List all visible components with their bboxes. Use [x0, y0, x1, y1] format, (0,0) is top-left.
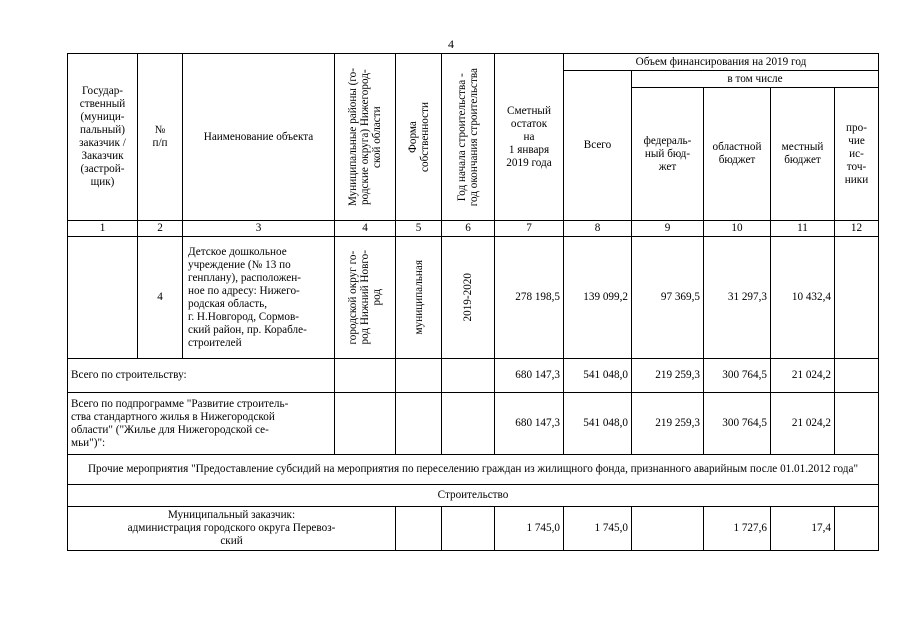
- header-including: в том числе: [632, 71, 879, 88]
- header-regional: областной бюджет: [704, 88, 771, 221]
- total-subprogram-estimate: 680 147,3: [495, 393, 564, 455]
- municipal-total: 1 745,0: [564, 507, 632, 551]
- col-number: 12: [835, 221, 879, 237]
- construction-section-row: [68, 485, 879, 507]
- municipal-estimate: 1 745,0: [495, 507, 564, 551]
- header-ownership: Форма собственности: [396, 54, 442, 221]
- object-customer-cell: [68, 237, 138, 359]
- other-measures-title: Прочие мероприятия "Предоставление субсидий на мероприятия по переселению граждан из жилищного фонда, признанного аварийным после 01.01.2012 года": [68, 455, 879, 485]
- header-num: № п/п: [138, 54, 183, 221]
- header-district: Муниципальные районы (го- родские округа) Нижегород- ской области: [335, 54, 396, 221]
- total-construction-row: [68, 359, 879, 393]
- object-total: 139 099,2: [564, 237, 632, 359]
- col-number: 11: [771, 221, 835, 237]
- empty-cell: [835, 507, 879, 551]
- object-years: 2019-2020: [442, 237, 495, 359]
- col-number: 4: [335, 221, 396, 237]
- header-other: про- чие ис- точ- ники: [835, 88, 879, 221]
- municipal-regional: 1 727,6: [704, 507, 771, 551]
- column-numbers-row: [68, 221, 879, 237]
- col-number: 3: [183, 221, 335, 237]
- other-measures-row: [68, 455, 879, 485]
- empty-cell: [442, 359, 495, 393]
- empty-cell: [835, 393, 879, 455]
- col-number: 8: [564, 221, 632, 237]
- total-subprogram-row: [68, 393, 879, 455]
- total-construction-local: 21 024,2: [771, 359, 835, 393]
- financing-table: [67, 53, 879, 551]
- municipal-local: 17,4: [771, 507, 835, 551]
- table-row: [68, 237, 879, 359]
- empty-cell: [335, 359, 396, 393]
- total-construction-label: Всего по строительству:: [68, 359, 335, 393]
- object-other: [835, 237, 879, 359]
- empty-cell: [442, 393, 495, 455]
- col-number: 7: [495, 221, 564, 237]
- total-construction-total: 541 048,0: [564, 359, 632, 393]
- empty-cell: [335, 393, 396, 455]
- object-regional: 31 297,3: [704, 237, 771, 359]
- total-construction-federal: 219 259,3: [632, 359, 704, 393]
- header-funding-2019: Объем финансирования на 2019 год: [564, 54, 879, 71]
- total-subprogram-total: 541 048,0: [564, 393, 632, 455]
- object-district: городской округ го- род Нижний Новго- род: [335, 237, 396, 359]
- col-number: 6: [442, 221, 495, 237]
- total-subprogram-local: 21 024,2: [771, 393, 835, 455]
- empty-cell: [396, 393, 442, 455]
- col-number: 1: [68, 221, 138, 237]
- header-total: Всего: [564, 71, 632, 221]
- empty-cell: [396, 507, 442, 551]
- header-local: местный бюджет: [771, 88, 835, 221]
- object-estimate: 278 198,5: [495, 237, 564, 359]
- header-estimate: Сметный остаток на 1 января 2019 года: [495, 54, 564, 221]
- municipal-customer-row: [68, 507, 879, 551]
- col-number: 5: [396, 221, 442, 237]
- col-number: 2: [138, 221, 183, 237]
- object-num: 4: [138, 237, 183, 359]
- empty-cell: [442, 507, 495, 551]
- header-federal: федераль- ный бюд- жет: [632, 88, 704, 221]
- total-construction-estimate: 680 147,3: [495, 359, 564, 393]
- col-number: 10: [704, 221, 771, 237]
- col-number: 9: [632, 221, 704, 237]
- total-subprogram-label: Всего по подпрограмме "Развитие строитель- ства стандартного жилья в Нижегородской области" ("Жилье для Нижегородской се- мьи")":: [68, 393, 335, 455]
- page-number: 4: [448, 37, 454, 51]
- object-ownership: муниципальная: [396, 237, 442, 359]
- header-object-name: Наименование объекта: [183, 54, 335, 221]
- municipal-customer-label: Муниципальный заказчик: администрация городского округа Перевоз- ский: [68, 507, 396, 551]
- municipal-federal: [632, 507, 704, 551]
- total-subprogram-federal: 219 259,3: [632, 393, 704, 455]
- total-subprogram-regional: 300 764,5: [704, 393, 771, 455]
- empty-cell: [396, 359, 442, 393]
- total-construction-regional: 300 764,5: [704, 359, 771, 393]
- object-local: 10 432,4: [771, 237, 835, 359]
- object-federal: 97 369,5: [632, 237, 704, 359]
- empty-cell: [835, 359, 879, 393]
- header-years: Год начала строительства - год окончания строительства: [442, 54, 495, 221]
- construction-section-title: Строительство: [68, 485, 879, 507]
- object-name: Детское дошкольное учреждение (№ 13 по генплану), расположен- ное по адресу: Нижего- родская область, г. Н.Новгород, Сормов- ский район, пр. Корабле- строителей: [183, 237, 335, 359]
- header-customer: Государ- ственный (муници- пальный) заказчик / Заказчик (застрой- щик): [68, 54, 138, 221]
